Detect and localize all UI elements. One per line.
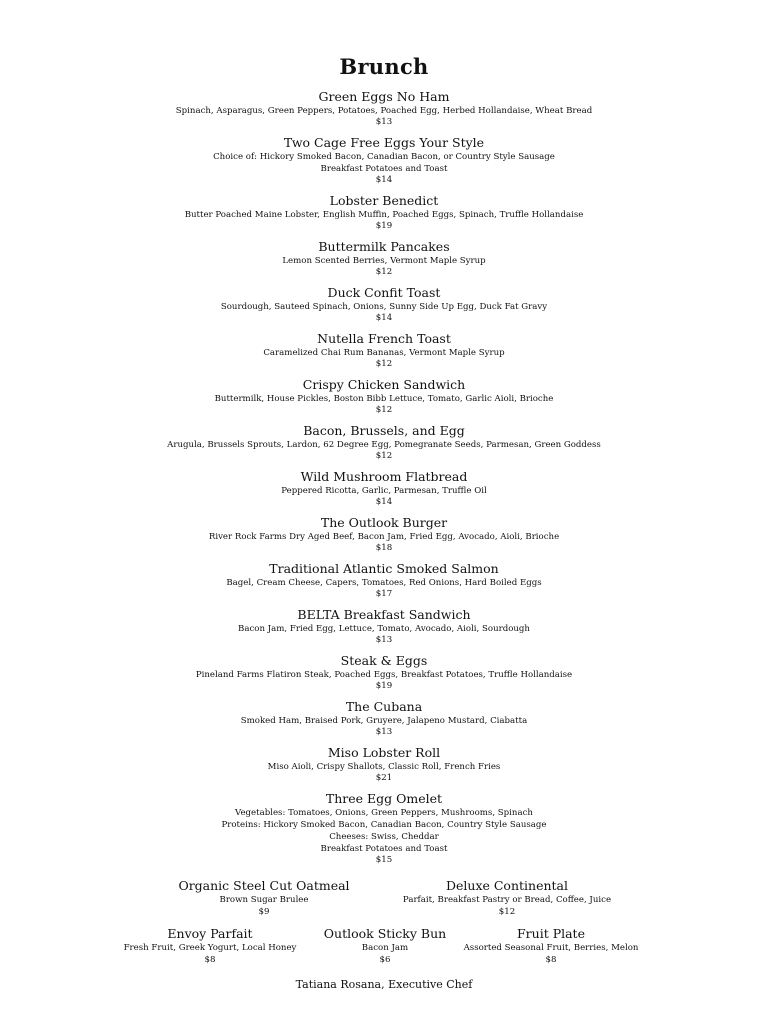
menu-item	[377, 878, 637, 918]
item-description: Smoked Ham, Braised Pork, Gruyere, Jalapeno Mustard, Ciabatta	[240, 716, 528, 726]
menu-item	[0, 331, 768, 370]
item-price: $6	[379, 955, 391, 965]
menu-item	[0, 515, 768, 554]
menu-item	[0, 699, 768, 738]
menu-item	[134, 878, 394, 918]
item-description: Bacon Jam	[361, 943, 409, 953]
item-price: $14	[375, 175, 393, 185]
item-name: Lobster Benedict	[329, 193, 439, 208]
item-name: Green Eggs No Ham	[318, 89, 450, 104]
item-name: Bacon, Brussels, and Egg	[303, 423, 465, 438]
item-price: $15	[375, 855, 393, 865]
menu-item	[0, 791, 768, 866]
item-price: $12	[375, 267, 393, 277]
item-description: Caramelized Chai Rum Bananas, Vermont Maple Syrup	[263, 348, 505, 358]
item-price: $19	[375, 681, 393, 691]
menu-item	[0, 653, 768, 692]
item-description: Vegetables: Tomatoes, Onions, Green Peppers, Mushrooms, Spinach	[235, 808, 533, 818]
menu-item	[0, 745, 768, 784]
menu-item	[0, 193, 768, 232]
item-description: Pineland Farms Flatiron Steak, Poached Eggs, Breakfast Potatoes, Truffle Hollandaise	[195, 670, 573, 680]
item-name: Buttermilk Pancakes	[318, 239, 450, 254]
menu-item	[0, 135, 768, 186]
item-price: $13	[375, 117, 393, 127]
item-name: Crispy Chicken Sandwich	[302, 377, 466, 392]
item-name: Three Egg Omelet	[325, 791, 443, 806]
item-price: $17	[375, 589, 393, 599]
item-name: Traditional Atlantic Smoked Salmon	[269, 561, 499, 576]
menu-item	[0, 239, 768, 278]
item-description: Parfait, Breakfast Pastry or Bread, Coffee, Juice	[402, 895, 612, 905]
item-description: Butter Poached Maine Lobster, English Muffin, Poached Eggs, Spinach, Truffle Hollandaise	[184, 210, 584, 220]
menu-item	[0, 469, 768, 508]
item-price: $8	[204, 955, 216, 965]
item-name: Two Cage Free Eggs Your Style	[283, 135, 485, 150]
menu-title: Brunch	[339, 54, 429, 79]
item-description: Peppered Ricotta, Garlic, Parmesan, Truffle Oil	[281, 486, 487, 496]
item-name: Deluxe Continental	[445, 878, 569, 893]
item-price: $13	[375, 635, 393, 645]
item-description: Breakfast Potatoes and Toast	[320, 164, 448, 174]
item-price: $12	[375, 359, 393, 369]
item-price: $8	[545, 955, 557, 965]
menu-item	[0, 377, 768, 416]
item-name: The Outlook Burger	[320, 515, 448, 530]
menu-item	[421, 926, 681, 966]
item-description: Buttermilk, House Pickles, Boston Bibb Lettuce, Tomato, Garlic Aioli, Brioche	[214, 394, 554, 404]
item-price: $12	[498, 907, 516, 917]
item-name: The Cubana	[345, 699, 423, 714]
item-description: Cheeses: Swiss, Cheddar	[329, 832, 439, 842]
item-description: Arugula, Brussels Sprouts, Lardon, 62 Degree Egg, Pomegranate Seeds, Parmesan, Green Goddess	[167, 440, 601, 450]
menu-item	[0, 423, 768, 462]
item-price: $9	[258, 907, 270, 917]
menu-item	[0, 89, 768, 128]
item-price: $18	[375, 543, 393, 553]
item-description: Lemon Scented Berries, Vermont Maple Syrup	[282, 256, 486, 266]
item-price: $21	[375, 773, 393, 783]
item-description: Breakfast Potatoes and Toast	[320, 844, 448, 854]
chef-credit: Tatiana Rosana, Executive Chef	[295, 978, 473, 991]
item-description: Fresh Fruit, Greek Yogurt, Local Honey	[123, 943, 297, 953]
item-description: Choice of: Hickory Smoked Bacon, Canadian Bacon, or Country Style Sausage	[213, 152, 555, 162]
item-name: Organic Steel Cut Oatmeal	[178, 878, 350, 893]
item-description: Bacon Jam, Fried Egg, Lettuce, Tomato, Avocado, Aioli, Sourdough	[238, 624, 530, 634]
item-description: Proteins: Hickory Smoked Bacon, Canadian Bacon, Country Style Sausage	[221, 820, 547, 830]
item-price: $13	[375, 727, 393, 737]
item-description: Brown Sugar Brulee	[219, 895, 309, 905]
item-description: Sourdough, Sauteed Spinach, Onions, Sunny Side Up Egg, Duck Fat Gravy	[220, 302, 548, 312]
item-price: $14	[375, 497, 393, 507]
item-name: Outlook Sticky Bun	[323, 926, 447, 941]
item-name: Envoy Parfait	[167, 926, 253, 941]
item-price: $12	[375, 405, 393, 415]
item-name: Wild Mushroom Flatbread	[300, 469, 468, 484]
item-name: BELTA Breakfast Sandwich	[297, 607, 471, 622]
menu-item	[0, 285, 768, 324]
menu-items	[0, 89, 768, 873]
item-description: Assorted Seasonal Fruit, Berries, Melon	[463, 943, 639, 953]
item-price: $14	[375, 313, 393, 323]
item-name: Fruit Plate	[517, 926, 585, 941]
item-name: Nutella French Toast	[317, 331, 451, 346]
item-name: Steak & Eggs	[340, 653, 428, 668]
item-name: Miso Lobster Roll	[327, 745, 441, 760]
item-price: $19	[375, 221, 393, 231]
item-description: River Rock Farms Dry Aged Beef, Bacon Jam, Fried Egg, Avocado, Aioli, Brioche	[208, 532, 560, 542]
item-description: Bagel, Cream Cheese, Capers, Tomatoes, Red Onions, Hard Boiled Eggs	[226, 578, 542, 588]
item-name: Duck Confit Toast	[327, 285, 441, 300]
item-description: Miso Aioli, Crispy Shallots, Classic Roll, French Fries	[267, 762, 501, 772]
item-price: $12	[375, 451, 393, 461]
item-description: Spinach, Asparagus, Green Peppers, Potatoes, Poached Egg, Herbed Hollandaise, Wheat Bread	[175, 106, 593, 116]
menu-item	[0, 607, 768, 646]
menu-item	[0, 561, 768, 600]
